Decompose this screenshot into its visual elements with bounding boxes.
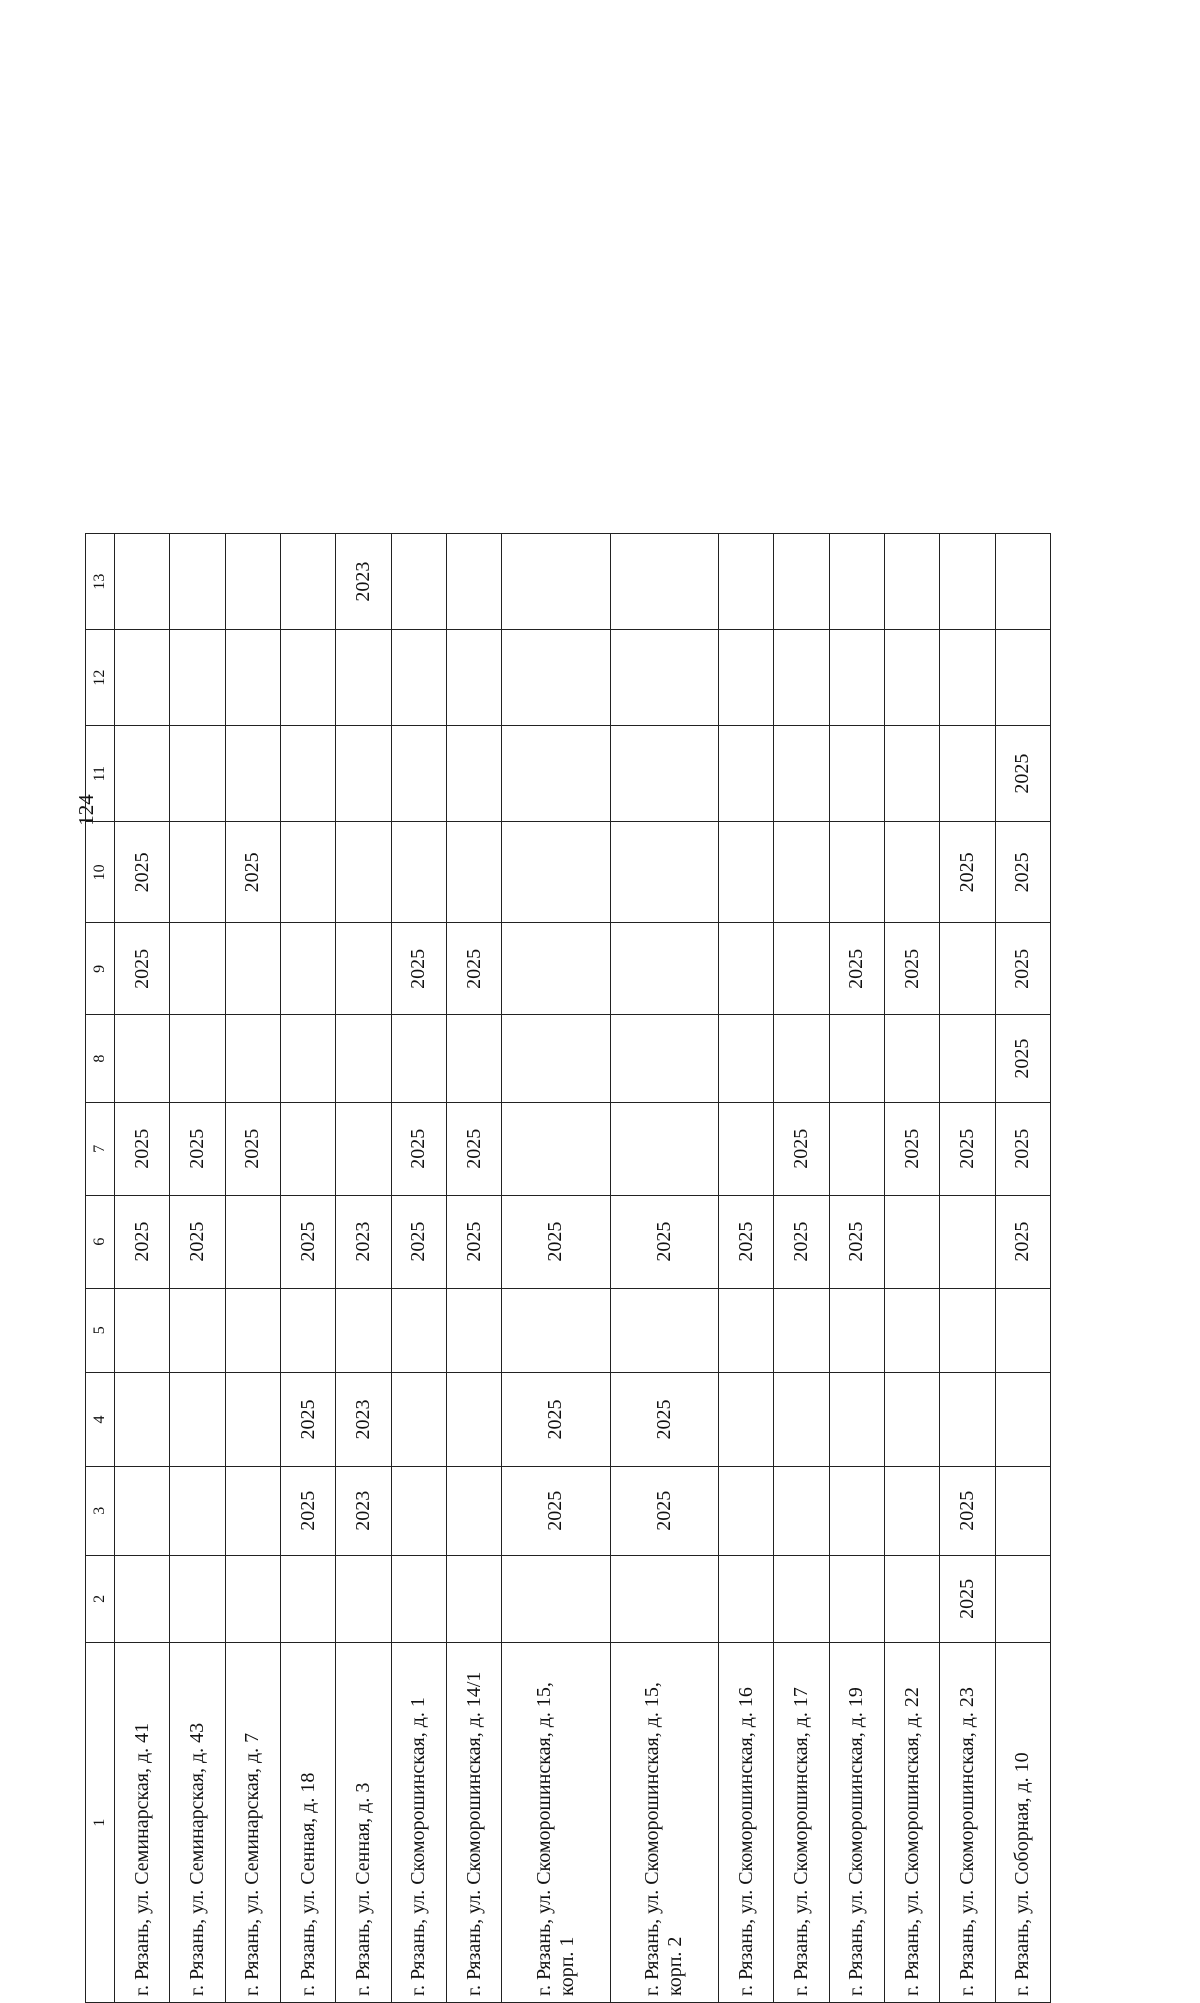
year-cell: 2025: [995, 822, 1050, 923]
year-cell: [115, 630, 170, 726]
year-cell: [940, 726, 995, 822]
year-cell: [391, 1015, 446, 1103]
year-cell: 2025: [995, 1102, 1050, 1195]
address-cell: г. Рязань, ул. Скоморошинская, д. 22: [884, 1643, 939, 2003]
year-cell: [115, 534, 170, 630]
table-header-row: [86, 534, 115, 2003]
year-cell: [610, 923, 718, 1015]
year-cell: 2025: [115, 822, 170, 923]
year-cell: [502, 630, 610, 726]
year-cell: [391, 1466, 446, 1555]
year-cell: [610, 1015, 718, 1103]
year-cell: [391, 630, 446, 726]
column-number: 13: [86, 534, 115, 630]
address-cell: г. Рязань, ул. Скоморошинская, д. 16: [718, 1643, 773, 2003]
year-cell: [610, 822, 718, 923]
year-cell: 2023: [336, 534, 391, 630]
table-row: [829, 534, 884, 2003]
year-cell: [225, 1555, 280, 1643]
year-cell: [225, 534, 280, 630]
year-cell: [280, 822, 335, 923]
address-cell: г. Рязань, ул. Сенная, д. 18: [280, 1643, 335, 2003]
year-cell: [829, 726, 884, 822]
table-row: [995, 534, 1050, 2003]
year-cell: 2023: [336, 1373, 391, 1467]
year-cell: 2025: [995, 1195, 1050, 1288]
year-cell: [446, 1466, 501, 1555]
year-cell: 2025: [115, 923, 170, 1015]
year-cell: [336, 1555, 391, 1643]
year-cell: [884, 726, 939, 822]
year-cell: 2025: [940, 1466, 995, 1555]
year-cell: [940, 630, 995, 726]
year-cell: 2025: [225, 822, 280, 923]
year-cell: [391, 1288, 446, 1372]
year-cell: [940, 1015, 995, 1103]
year-cell: [170, 1466, 225, 1555]
year-cell: 2025: [829, 923, 884, 1015]
year-cell: [774, 1015, 829, 1103]
year-cell: [774, 1288, 829, 1372]
year-cell: [995, 1555, 1050, 1643]
year-cell: [718, 1015, 773, 1103]
year-cell: [502, 1555, 610, 1643]
year-cell: [774, 1373, 829, 1467]
year-cell: [115, 1373, 170, 1467]
year-cell: [336, 726, 391, 822]
table-row: [610, 534, 718, 2003]
year-cell: [718, 923, 773, 1015]
year-cell: [884, 1195, 939, 1288]
year-cell: [446, 1288, 501, 1372]
year-cell: 2025: [391, 1102, 446, 1195]
table-row: [280, 534, 335, 2003]
year-cell: [280, 534, 335, 630]
year-cell: 2025: [995, 726, 1050, 822]
year-cell: [170, 1373, 225, 1467]
year-cell: 2025: [170, 1195, 225, 1288]
year-cell: 2025: [225, 1102, 280, 1195]
table-row: [940, 534, 995, 2003]
year-cell: 2025: [940, 1555, 995, 1643]
year-cell: [170, 630, 225, 726]
year-cell: 2025: [115, 1195, 170, 1288]
table-row: [170, 534, 225, 2003]
year-cell: [829, 1466, 884, 1555]
year-cell: [391, 726, 446, 822]
column-number: 3: [86, 1466, 115, 1555]
column-number: 8: [86, 1015, 115, 1103]
year-cell: [170, 923, 225, 1015]
column-number: 7: [86, 1102, 115, 1195]
year-cell: [391, 1373, 446, 1467]
year-cell: [884, 1466, 939, 1555]
year-cell: [280, 923, 335, 1015]
year-cell: [829, 630, 884, 726]
year-cell: [829, 534, 884, 630]
year-cell: [336, 1015, 391, 1103]
year-cell: [718, 822, 773, 923]
year-cell: [884, 1555, 939, 1643]
year-cell: [115, 1466, 170, 1555]
year-cell: [718, 1102, 773, 1195]
year-cell: [774, 726, 829, 822]
year-cell: [280, 1015, 335, 1103]
page-number: 124: [74, 794, 98, 826]
address-cell: г. Рязань, ул. Сенная, д. 3: [336, 1643, 391, 2003]
year-cell: [502, 726, 610, 822]
column-number: 11: [86, 726, 115, 822]
year-cell: [829, 822, 884, 923]
table-container: [85, 533, 1051, 2003]
year-cell: [718, 726, 773, 822]
year-cell: 2025: [940, 822, 995, 923]
year-cell: [391, 822, 446, 923]
year-cell: [884, 534, 939, 630]
year-cell: [829, 1015, 884, 1103]
year-cell: [225, 630, 280, 726]
year-cell: [884, 1288, 939, 1372]
year-cell: 2025: [170, 1102, 225, 1195]
year-cell: 2025: [502, 1195, 610, 1288]
address-cell: г. Рязань, ул. Семинарская, д. 41: [115, 1643, 170, 2003]
table-row: [884, 534, 939, 2003]
year-cell: [446, 822, 501, 923]
year-cell: 2025: [502, 1466, 610, 1555]
year-cell: [940, 1195, 995, 1288]
year-cell: [115, 1288, 170, 1372]
year-cell: 2025: [774, 1102, 829, 1195]
year-cell: [774, 822, 829, 923]
column-number: 1: [86, 1643, 115, 2003]
year-cell: [829, 1102, 884, 1195]
year-cell: [718, 1555, 773, 1643]
year-cell: [391, 534, 446, 630]
column-number: 5: [86, 1288, 115, 1372]
year-cell: 2025: [995, 1015, 1050, 1103]
year-cell: [940, 534, 995, 630]
year-cell: [995, 1288, 1050, 1372]
year-cell: [502, 822, 610, 923]
address-cell: г. Рязань, ул. Семинарская, д. 43: [170, 1643, 225, 2003]
year-cell: [336, 630, 391, 726]
year-cell: [336, 1102, 391, 1195]
year-cell: [280, 1288, 335, 1372]
address-cell: г. Рязань, ул. Скоморошинская, д. 19: [829, 1643, 884, 2003]
year-cell: 2025: [774, 1195, 829, 1288]
year-cell: [115, 1015, 170, 1103]
year-cell: [446, 630, 501, 726]
year-cell: 2025: [884, 1102, 939, 1195]
year-cell: [170, 822, 225, 923]
year-cell: [502, 1288, 610, 1372]
year-cell: 2025: [610, 1373, 718, 1467]
year-cell: [829, 1288, 884, 1372]
year-cell: [774, 923, 829, 1015]
year-cell: 2025: [280, 1195, 335, 1288]
year-cell: [995, 534, 1050, 630]
year-cell: 2025: [391, 923, 446, 1015]
year-cell: [170, 534, 225, 630]
year-cell: 2025: [446, 923, 501, 1015]
year-cell: [225, 1373, 280, 1467]
year-cell: [225, 1288, 280, 1372]
year-cell: [225, 923, 280, 1015]
year-cell: [610, 1102, 718, 1195]
year-cell: [884, 822, 939, 923]
year-cell: [940, 1373, 995, 1467]
year-cell: 2025: [502, 1373, 610, 1467]
year-cell: [115, 726, 170, 822]
year-cell: [718, 1466, 773, 1555]
address-cell: г. Рязань, ул. Скоморошинская, д. 15, корп. 2: [610, 1643, 718, 2003]
year-cell: 2025: [884, 923, 939, 1015]
year-cell: [446, 1373, 501, 1467]
year-cell: [610, 1555, 718, 1643]
column-number: 2: [86, 1555, 115, 1643]
column-number: 9: [86, 923, 115, 1015]
year-cell: 2025: [718, 1195, 773, 1288]
year-cell: 2025: [446, 1102, 501, 1195]
year-cell: [336, 822, 391, 923]
column-number: 12: [86, 630, 115, 726]
table-row: [391, 534, 446, 2003]
year-cell: [610, 630, 718, 726]
table-row: [502, 534, 610, 2003]
year-cell: 2025: [115, 1102, 170, 1195]
address-cell: г. Рязань, ул. Скоморошинская, д. 1: [391, 1643, 446, 2003]
year-cell: 2025: [280, 1373, 335, 1467]
table-row: [225, 534, 280, 2003]
year-cell: [502, 534, 610, 630]
year-cell: [774, 1555, 829, 1643]
year-cell: [718, 630, 773, 726]
column-number: 6: [86, 1195, 115, 1288]
year-cell: [995, 1373, 1050, 1467]
year-cell: [829, 1373, 884, 1467]
year-cell: [995, 630, 1050, 726]
table-row: [774, 534, 829, 2003]
year-cell: [774, 1466, 829, 1555]
year-cell: [940, 1288, 995, 1372]
year-cell: [774, 534, 829, 630]
address-cell: г. Рязань, ул. Скоморошинская, д. 23: [940, 1643, 995, 2003]
year-cell: [170, 1288, 225, 1372]
address-cell: г. Рязань, ул. Скоморошинская, д. 14/1: [446, 1643, 501, 2003]
year-cell: [940, 923, 995, 1015]
schedule-table: [85, 533, 1051, 2003]
year-cell: 2025: [940, 1102, 995, 1195]
year-cell: [446, 726, 501, 822]
year-cell: [225, 726, 280, 822]
year-cell: [718, 1373, 773, 1467]
year-cell: [446, 534, 501, 630]
year-cell: [884, 630, 939, 726]
year-cell: [884, 1373, 939, 1467]
address-cell: г. Рязань, ул. Семинарская, д. 7: [225, 1643, 280, 2003]
table-row: [336, 534, 391, 2003]
year-cell: 2025: [995, 923, 1050, 1015]
address-cell: г. Рязань, ул. Скоморошинская, д. 15, корп. 1: [502, 1643, 610, 2003]
year-cell: [446, 1555, 501, 1643]
year-cell: [170, 1015, 225, 1103]
column-number: 4: [86, 1373, 115, 1467]
table-row: [115, 534, 170, 2003]
year-cell: [280, 1102, 335, 1195]
year-cell: [718, 534, 773, 630]
year-cell: 2025: [446, 1195, 501, 1288]
year-cell: [170, 1555, 225, 1643]
year-cell: [774, 630, 829, 726]
year-cell: [718, 1288, 773, 1372]
year-cell: [225, 1015, 280, 1103]
year-cell: [502, 1015, 610, 1103]
year-cell: 2023: [336, 1466, 391, 1555]
year-cell: [280, 1555, 335, 1643]
year-cell: 2025: [610, 1195, 718, 1288]
table-row: [446, 534, 501, 2003]
year-cell: [610, 726, 718, 822]
year-cell: [446, 1015, 501, 1103]
year-cell: [225, 1195, 280, 1288]
year-cell: [391, 1555, 446, 1643]
year-cell: [610, 1288, 718, 1372]
year-cell: 2025: [280, 1466, 335, 1555]
year-cell: [225, 1466, 280, 1555]
year-cell: [336, 1288, 391, 1372]
year-cell: [502, 1102, 610, 1195]
address-cell: г. Рязань, ул. Соборная, д. 10: [995, 1643, 1050, 2003]
year-cell: 2023: [336, 1195, 391, 1288]
year-cell: [280, 726, 335, 822]
year-cell: [336, 923, 391, 1015]
address-cell: г. Рязань, ул. Скоморошинская, д. 17: [774, 1643, 829, 2003]
year-cell: [170, 726, 225, 822]
year-cell: [884, 1015, 939, 1103]
year-cell: [502, 923, 610, 1015]
year-cell: 2025: [829, 1195, 884, 1288]
year-cell: [280, 630, 335, 726]
year-cell: [610, 534, 718, 630]
year-cell: [115, 1555, 170, 1643]
year-cell: 2025: [391, 1195, 446, 1288]
year-cell: [995, 1466, 1050, 1555]
table-row: [718, 534, 773, 2003]
year-cell: [829, 1555, 884, 1643]
year-cell: 2025: [610, 1466, 718, 1555]
column-number: 10: [86, 822, 115, 923]
